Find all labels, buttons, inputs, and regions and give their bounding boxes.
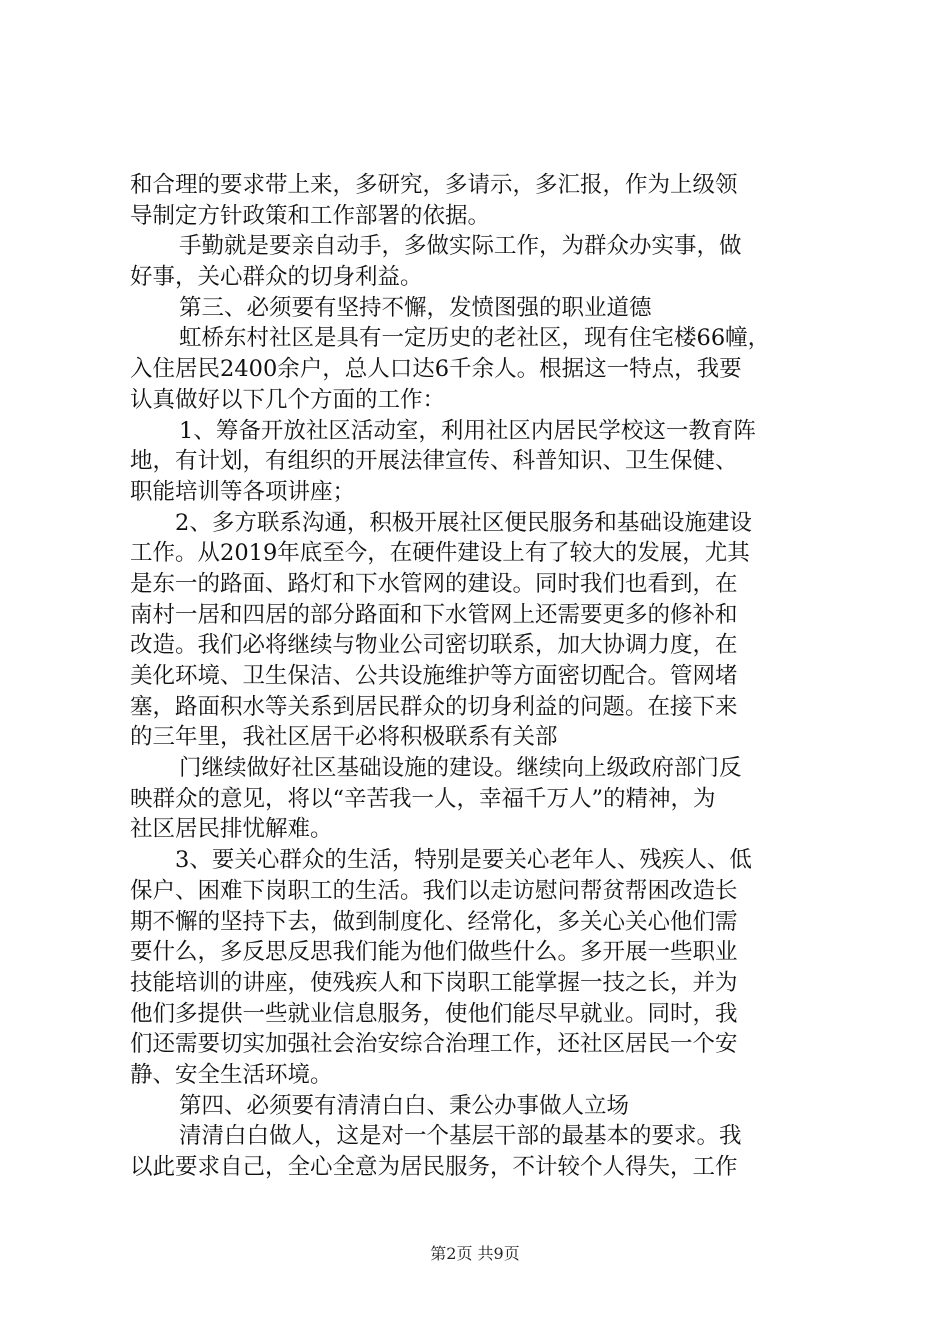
page-footer [0, 1244, 950, 1264]
text-line: 要什么，多反思反思我们能为他们做些什么。多开展一些职业 [130, 939, 738, 966]
text-line: 期不懈的坚持下去，做到制度化、经常化，多关心关心他们需 [130, 908, 738, 935]
section-heading: 第四、必须要有清清白白、秉公办事做人立场 [179, 1092, 630, 1119]
list-item-line: 1、筹备开放社区活动室，利用社区内居民学校这一教育阵 [179, 417, 756, 444]
text-line: 手勤就是要亲自动手，多做实际工作，为群众办实事，做 [179, 233, 742, 260]
text-line: 南村一居和四居的部分路面和下水管网上还需要更多的修补和 [130, 601, 738, 628]
text-line: 和合理的要求带上来，多研究，多请示，多汇报，作为上级领 [130, 172, 738, 198]
text-line: 虹桥东村社区是具有一定历史的老社区，现有住宅楼66幢， [179, 325, 771, 352]
text-line: 是东一的路面、路灯和下水管网的建设。同时我们也看到，在 [130, 570, 738, 597]
text-line: 映群众的意见，将以“辛苦我一人，幸福千万人”的精神，为 [130, 785, 716, 812]
text-line: 塞，路面积水等关系到居民群众的切身利益的问题。在接下来 [130, 693, 738, 720]
text-line: 的三年里，我社区居干必将积极联系有关部 [130, 724, 558, 751]
text-line: 入住居民2400余户，总人口达6千余人。根据这一特点，我要 [130, 356, 742, 383]
text-line: 好事，关心群众的切身利益。 [130, 264, 423, 291]
text-line: 技能培训的讲座，使残疾人和下岗职工能掌握一技之长，并为 [130, 969, 738, 996]
text-line: 清清白白做人，这是对一个基层干部的最基本的要求。我 [179, 1123, 742, 1150]
document-body [130, 170, 830, 1183]
text-line: 静、安全生活环境。 [130, 1061, 333, 1088]
section-heading: 第三、必须要有坚持不懈，发愤图强的职业道德 [179, 294, 652, 321]
list-item-line: 3、要关心群众的生活，特别是要关心老年人、残疾人、低 [175, 847, 752, 874]
text-line: 认真做好以下几个方面的工作： [130, 386, 446, 413]
text-line: 保户、困难下岗职工的生活。我们以走访慰问帮贫帮困改造长 [130, 877, 738, 904]
list-item-line: 2、多方联系沟通，积极开展社区便民服务和基础设施建设 [175, 509, 752, 536]
text-line: 以此要求自己，全心全意为居民服务，不计较个人得失，工作 [130, 1154, 738, 1180]
text-line: 工作。从2019年底至今，在硬件建设上有了较大的发展，尤其 [130, 540, 750, 567]
text-line: 美化环境、卫生保洁、公共设施维护等方面密切配合。管网堵 [130, 663, 738, 689]
text-line: 地，有计划，有组织的开展法律宣传、科普知识、卫生保健、 [130, 448, 738, 475]
text-line: 他们多提供一些就业信息服务，使他们能尽早就业。同时，我 [130, 1000, 738, 1027]
page-number: 第2页 共9页 [430, 1244, 520, 1263]
text-line: 导制定方针政策和工作部署的依据。 [130, 202, 491, 229]
text-line: 社区居民排忧解难。 [130, 816, 333, 843]
text-line: 职能培训等各项讲座； [130, 478, 356, 505]
text-line: 改造。我们必将继续与物业公司密切联系，加大协调力度，在 [130, 632, 738, 659]
text-line: 们还需要切实加强社会治安综合治理工作，还社区居民一个安 [130, 1031, 738, 1058]
text-line: 门继续做好社区基础设施的建设。继续向上级政府部门反 [179, 755, 742, 782]
